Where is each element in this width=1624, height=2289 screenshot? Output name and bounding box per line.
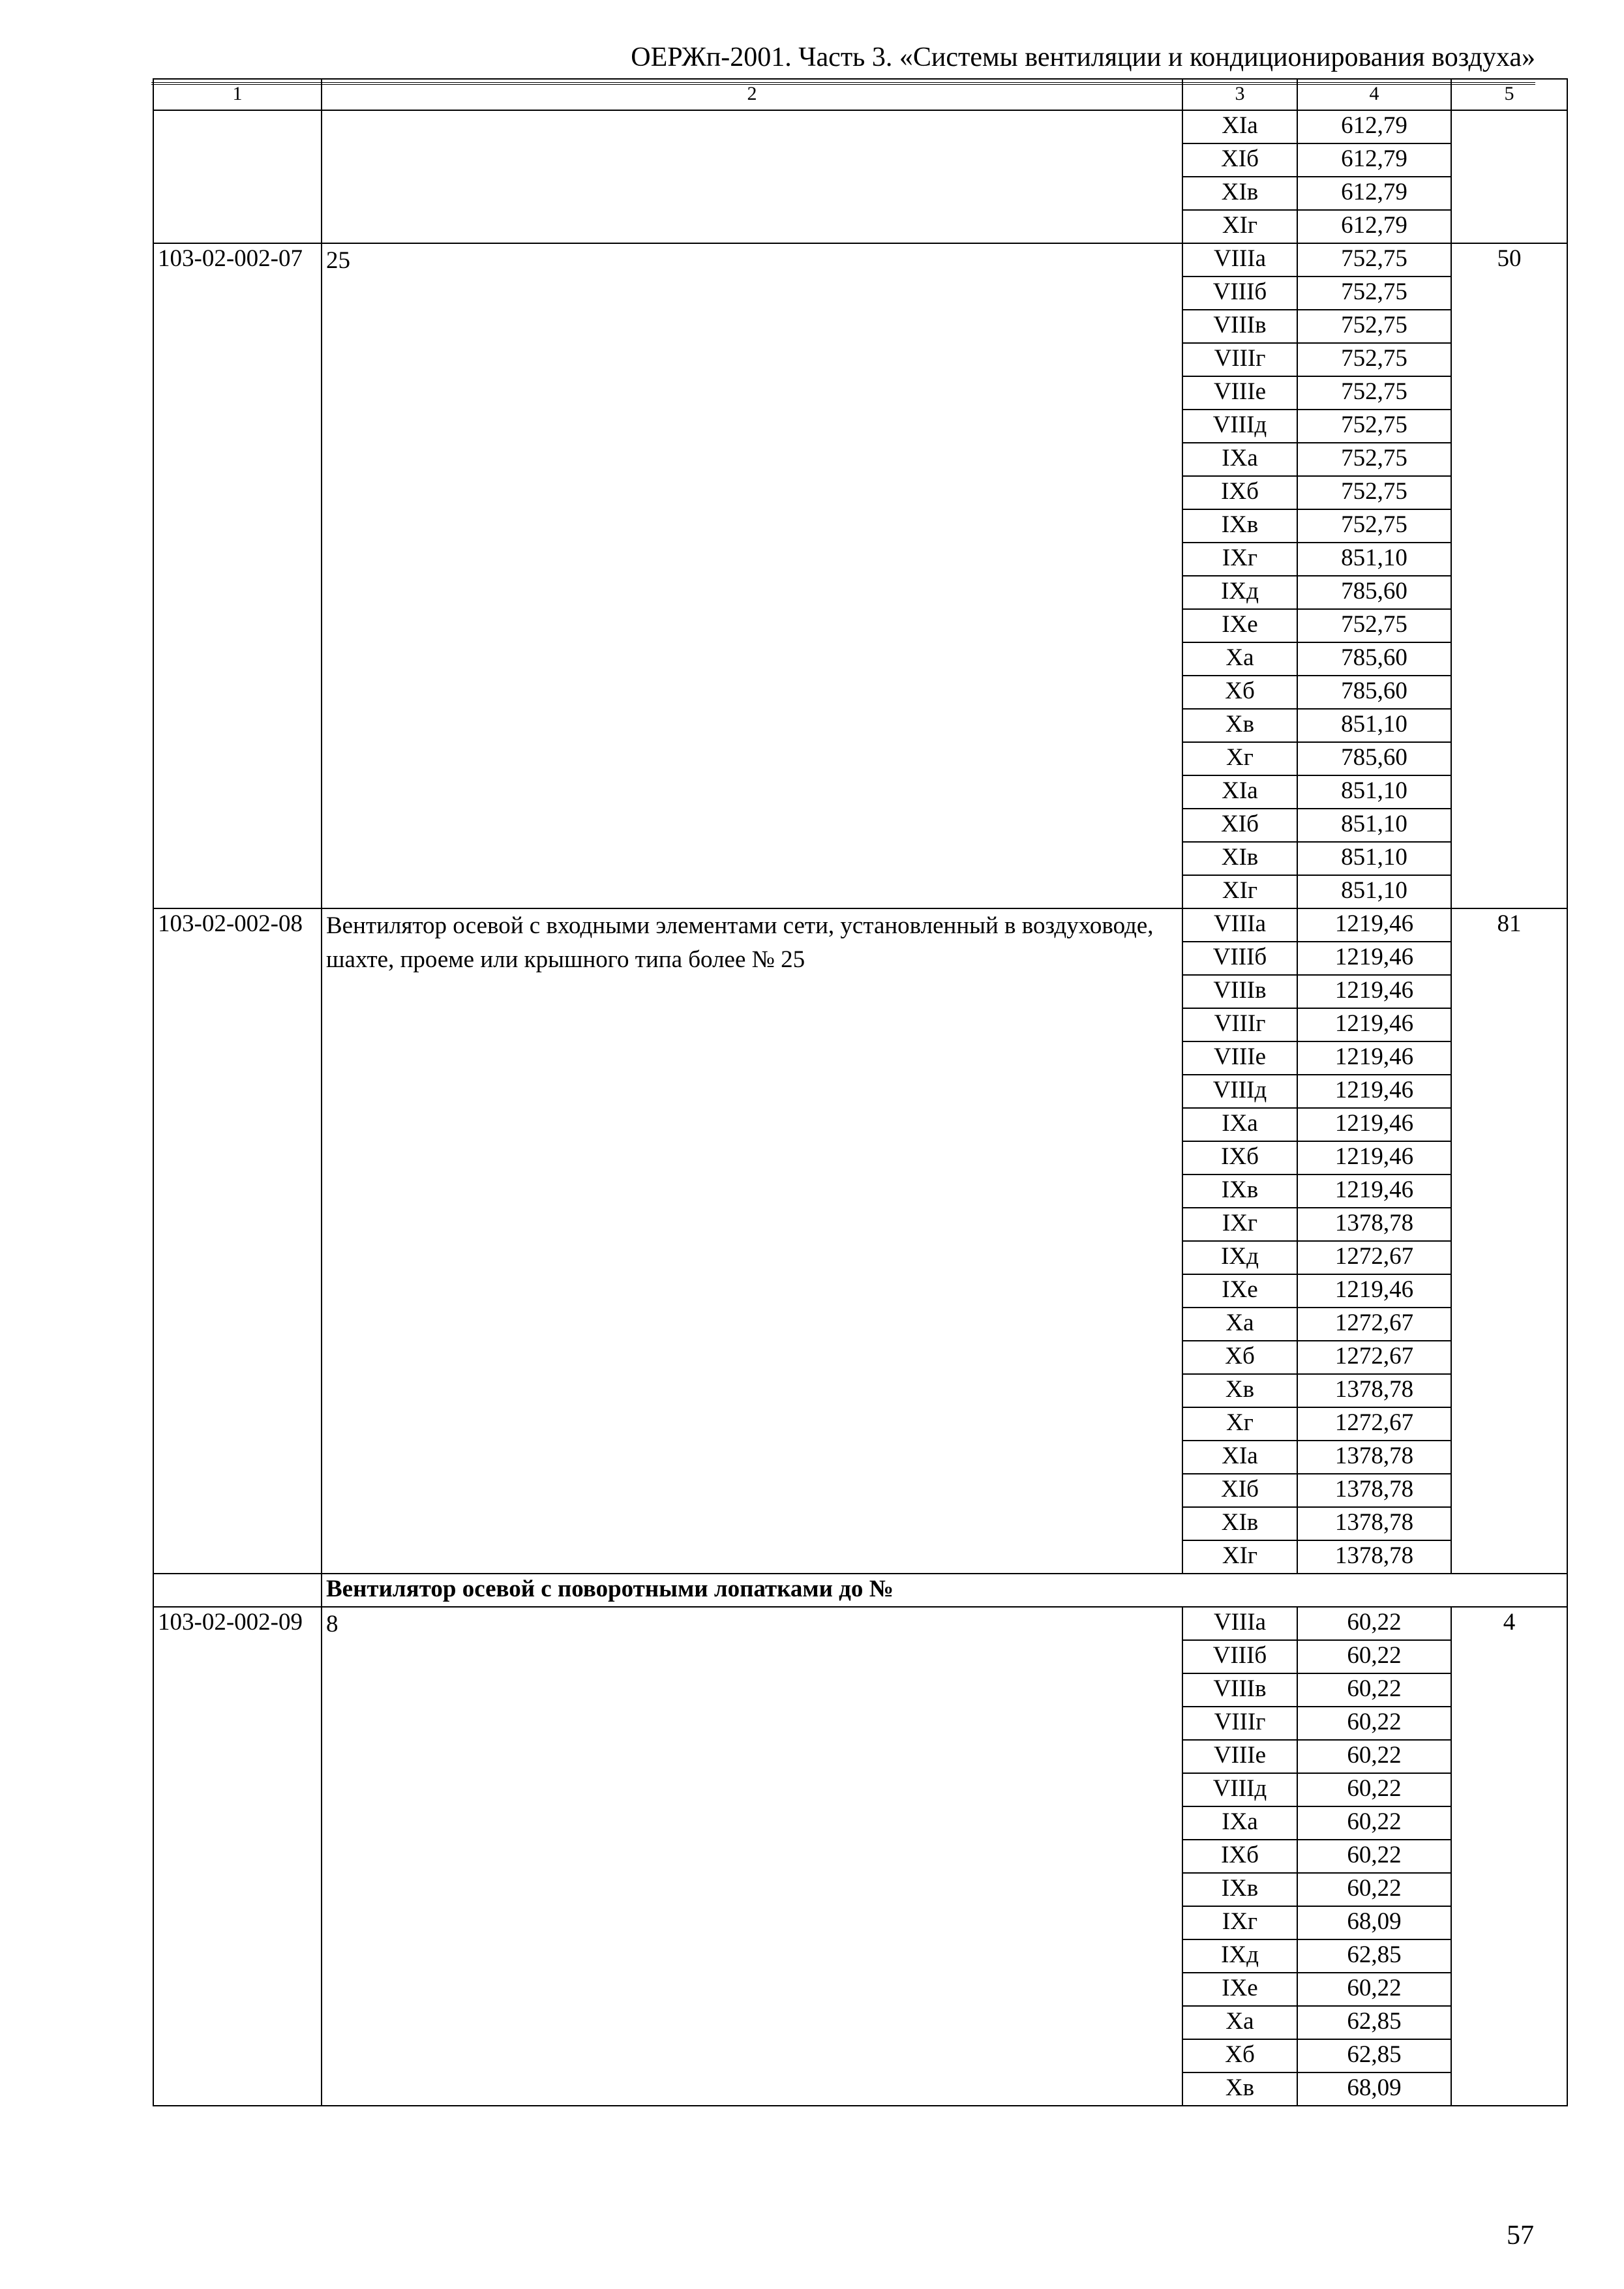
zone-cell: XIб: [1182, 143, 1297, 177]
price-cell: 752,75: [1297, 476, 1451, 509]
price-cell: 60,22: [1297, 1840, 1451, 1873]
zone-cell: XIб: [1182, 1474, 1297, 1507]
price-cell: 60,22: [1297, 1673, 1451, 1707]
zone-cell: Xб: [1182, 1341, 1297, 1374]
zone-cell: Xг: [1182, 742, 1297, 775]
zone-cell: IXг: [1182, 543, 1297, 576]
price-cell: 1219,46: [1297, 1108, 1451, 1141]
price-cell: 1219,46: [1297, 908, 1451, 942]
zone-cell: XIа: [1182, 1441, 1297, 1474]
zone-cell: Xа: [1182, 642, 1297, 676]
zone-cell: XIб: [1182, 809, 1297, 842]
code-cell: 103-02-002-08: [153, 908, 322, 1574]
page-header: ОЕРЖп-2001. Часть 3. «Системы вентиляции и кондиционирования воздуха»: [151, 34, 1535, 85]
price-cell: 62,85: [1297, 1939, 1451, 1973]
price-cell: 752,75: [1297, 609, 1451, 642]
zone-cell: VIIIд: [1182, 1773, 1297, 1806]
zone-cell: Xв: [1182, 1374, 1297, 1407]
name-cell: 8: [322, 1607, 1182, 2106]
table-row: [153, 908, 1567, 942]
price-cell: 62,85: [1297, 2039, 1451, 2072]
price-cell: 851,10: [1297, 775, 1451, 809]
zone-cell: IXв: [1182, 1174, 1297, 1208]
column-number: 2: [322, 79, 1182, 110]
price-cell: 62,85: [1297, 2006, 1451, 2039]
price-cell: 851,10: [1297, 543, 1451, 576]
price-cell: 68,09: [1297, 2072, 1451, 2106]
price-cell: 612,79: [1297, 177, 1451, 210]
zone-cell: XIа: [1182, 775, 1297, 809]
zone-cell: IXг: [1182, 1906, 1297, 1939]
group-code-cell: [153, 1574, 322, 1607]
zone-cell: XIв: [1182, 1507, 1297, 1540]
zone-cell: Xв: [1182, 2072, 1297, 2106]
zone-cell: IXд: [1182, 576, 1297, 609]
page-number: 57: [1507, 2221, 1534, 2251]
code-cell: 103-02-002-09: [153, 1607, 322, 2106]
column-numbers-row: [153, 79, 1567, 110]
zone-cell: Xа: [1182, 2006, 1297, 2039]
price-cell: 60,22: [1297, 1740, 1451, 1773]
price-cell: 1272,67: [1297, 1407, 1451, 1441]
col5-cell: [1451, 110, 1567, 243]
zone-cell: IXб: [1182, 476, 1297, 509]
price-cell: 1219,46: [1297, 1274, 1451, 1308]
col5-cell: 81: [1451, 908, 1567, 1574]
zone-cell: VIIIб: [1182, 942, 1297, 975]
price-cell: 1378,78: [1297, 1208, 1451, 1241]
zone-cell: VIIIг: [1182, 1008, 1297, 1041]
price-cell: 752,75: [1297, 343, 1451, 376]
price-cell: 785,60: [1297, 742, 1451, 775]
price-cell: 1219,46: [1297, 975, 1451, 1008]
zone-cell: IXб: [1182, 1840, 1297, 1873]
zone-cell: Xв: [1182, 709, 1297, 742]
zone-cell: Xб: [1182, 676, 1297, 709]
code-cell: [153, 110, 322, 243]
price-cell: 851,10: [1297, 842, 1451, 875]
column-number: 5: [1451, 79, 1567, 110]
group-heading-row: [153, 1574, 1567, 1607]
price-cell: 60,22: [1297, 1806, 1451, 1840]
price-cell: 1378,78: [1297, 1374, 1451, 1407]
column-number: 3: [1182, 79, 1297, 110]
zone-cell: VIIIд: [1182, 410, 1297, 443]
zone-cell: VIIIа: [1182, 908, 1297, 942]
price-cell: 612,79: [1297, 110, 1451, 143]
price-cell: 60,22: [1297, 1873, 1451, 1906]
price-cell: 752,75: [1297, 410, 1451, 443]
price-cell: 60,22: [1297, 1707, 1451, 1740]
zone-cell: Xг: [1182, 1407, 1297, 1441]
price-cell: 785,60: [1297, 576, 1451, 609]
price-cell: 1378,78: [1297, 1507, 1451, 1540]
price-cell: 1219,46: [1297, 1041, 1451, 1075]
column-number: 1: [153, 79, 322, 110]
price-cell: 1219,46: [1297, 1141, 1451, 1174]
zone-cell: VIIIе: [1182, 1041, 1297, 1075]
zone-cell: IXа: [1182, 1108, 1297, 1141]
zone-cell: VIIIа: [1182, 243, 1297, 277]
zone-cell: VIIIв: [1182, 310, 1297, 343]
price-cell: 1219,46: [1297, 1174, 1451, 1208]
price-cell: 1272,67: [1297, 1241, 1451, 1274]
zone-cell: VIIIб: [1182, 1640, 1297, 1673]
price-cell: 1378,78: [1297, 1441, 1451, 1474]
price-cell: 1219,46: [1297, 1075, 1451, 1108]
zone-cell: VIIIв: [1182, 975, 1297, 1008]
zone-cell: XIв: [1182, 177, 1297, 210]
zone-cell: Xа: [1182, 1308, 1297, 1341]
zone-cell: XIг: [1182, 875, 1297, 908]
zone-cell: IXе: [1182, 609, 1297, 642]
price-cell: 752,75: [1297, 376, 1451, 410]
price-cell: 60,22: [1297, 1973, 1451, 2006]
col5-cell: 50: [1451, 243, 1567, 908]
price-cell: 1272,67: [1297, 1341, 1451, 1374]
zone-cell: IXе: [1182, 1274, 1297, 1308]
code-cell: 103-02-002-07: [153, 243, 322, 908]
zone-cell: IXе: [1182, 1973, 1297, 2006]
group-heading: Вентилятор осевой с поворотными лопатками до №: [322, 1574, 1567, 1607]
zone-cell: VIIIе: [1182, 376, 1297, 410]
price-cell: 1219,46: [1297, 1008, 1451, 1041]
zone-cell: VIIIг: [1182, 1707, 1297, 1740]
price-cell: 1272,67: [1297, 1308, 1451, 1341]
zone-cell: XIа: [1182, 110, 1297, 143]
zone-cell: IXв: [1182, 509, 1297, 543]
price-cell: 785,60: [1297, 676, 1451, 709]
name-cell: [322, 110, 1182, 243]
price-cell: 851,10: [1297, 709, 1451, 742]
price-cell: 60,22: [1297, 1607, 1451, 1640]
zone-cell: VIIIб: [1182, 277, 1297, 310]
price-cell: 752,75: [1297, 443, 1451, 476]
zone-cell: IXв: [1182, 1873, 1297, 1906]
zone-cell: IXа: [1182, 1806, 1297, 1840]
price-cell: 752,75: [1297, 310, 1451, 343]
zone-cell: Xб: [1182, 2039, 1297, 2072]
name-cell: 25: [322, 243, 1182, 908]
price-cell: 1378,78: [1297, 1540, 1451, 1574]
zone-cell: IXд: [1182, 1939, 1297, 1973]
zone-cell: IXд: [1182, 1241, 1297, 1274]
price-cell: 785,60: [1297, 642, 1451, 676]
price-table: [153, 78, 1568, 2106]
price-cell: 752,75: [1297, 509, 1451, 543]
price-cell: 68,09: [1297, 1906, 1451, 1939]
price-cell: 851,10: [1297, 809, 1451, 842]
table-row: [153, 1607, 1567, 1640]
name-cell: Вентилятор осевой с входными элементами сети, установленный в воздуховоде, шахте, проеме или крышного типа более № 25: [322, 908, 1182, 1574]
table-row: [153, 110, 1567, 143]
price-cell: 851,10: [1297, 875, 1451, 908]
table-row: [153, 243, 1567, 277]
zone-cell: IXа: [1182, 443, 1297, 476]
price-cell: 752,75: [1297, 277, 1451, 310]
zone-cell: IXг: [1182, 1208, 1297, 1241]
price-cell: 612,79: [1297, 143, 1451, 177]
price-cell: 60,22: [1297, 1773, 1451, 1806]
zone-cell: VIIIг: [1182, 343, 1297, 376]
zone-cell: XIв: [1182, 842, 1297, 875]
price-table-body: [153, 79, 1567, 2106]
zone-cell: VIIIе: [1182, 1740, 1297, 1773]
price-cell: 752,75: [1297, 243, 1451, 277]
zone-cell: XIг: [1182, 1540, 1297, 1574]
zone-cell: VIIIв: [1182, 1673, 1297, 1707]
zone-cell: VIIIд: [1182, 1075, 1297, 1108]
price-cell: 612,79: [1297, 210, 1451, 243]
price-cell: 60,22: [1297, 1640, 1451, 1673]
column-number: 4: [1297, 79, 1451, 110]
price-cell: 1219,46: [1297, 942, 1451, 975]
zone-cell: VIIIа: [1182, 1607, 1297, 1640]
zone-cell: XIг: [1182, 210, 1297, 243]
col5-cell: 4: [1451, 1607, 1567, 2106]
price-cell: 1378,78: [1297, 1474, 1451, 1507]
zone-cell: IXб: [1182, 1141, 1297, 1174]
